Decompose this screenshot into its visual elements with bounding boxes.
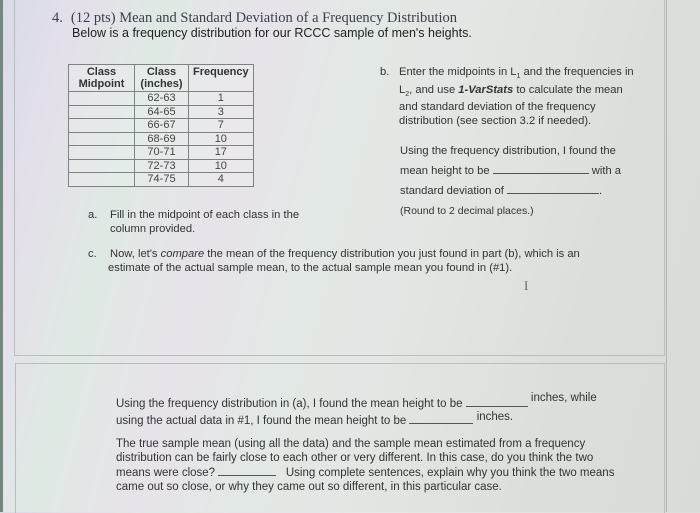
header-frequency: Frequency <box>189 65 254 92</box>
midpoint-cell[interactable] <box>69 159 135 173</box>
class-cell: 62-63 <box>135 92 189 106</box>
frequency-table <box>68 64 254 187</box>
compare-emphasis: compare <box>160 248 205 260</box>
table-row <box>69 146 254 160</box>
midpoint-cell[interactable] <box>69 92 135 106</box>
midpoint-cell[interactable] <box>69 146 135 160</box>
question-title-text: (12 pts) Mean and Standard Deviation of a Frequency Distribution <box>70 10 458 26</box>
part-b-answer-line-2: mean height to be with a <box>400 165 622 177</box>
header-class-inches: Class (inches) <box>135 65 189 92</box>
means-close-blank[interactable] <box>218 465 276 476</box>
mean-height-blank[interactable] <box>493 163 589 174</box>
table-row <box>69 92 254 106</box>
explanation-line-4: came out so close, or why they came out so different, in this particular case. <box>116 480 502 493</box>
midpoint-cell[interactable] <box>69 105 135 119</box>
class-cell: 66-67 <box>135 119 189 133</box>
explanation-prompt <box>116 438 636 494</box>
comparison-line-2: using the actual data in #1, I found the mean height to be inches. <box>116 411 514 427</box>
frequency-cell: 1 <box>189 92 254 106</box>
class-cell: 64-65 <box>135 105 189 119</box>
comparison-line-1: Using the frequency distribution in (a), I found the mean height to be inches, while <box>116 392 597 410</box>
actual-mean-blank[interactable] <box>409 413 473 424</box>
frequency-mean-blank[interactable] <box>466 396 528 407</box>
page-right-border <box>666 0 667 512</box>
table-row <box>69 119 254 133</box>
varstats-emphasis: 1-VarStats <box>458 83 514 96</box>
part-c-instructions: c. Now, let's compare the mean of the frequency distribution you just found in part (b), which is an estimate of the actual sample mean, to the actual sample mean you found in (#1). <box>88 248 580 274</box>
comparison-answer <box>116 392 616 430</box>
part-c-label: c. <box>88 248 97 260</box>
table-row <box>69 105 254 119</box>
class-cell: 68-69 <box>135 132 189 146</box>
part-b-instructions <box>380 66 640 128</box>
question-number: 4. <box>52 10 63 26</box>
table-row <box>69 159 254 173</box>
table-header-row <box>69 65 254 92</box>
part-b-answer-line-1: Using the frequency distribution, I found the <box>400 145 616 157</box>
class-cell: 74-75 <box>135 173 189 187</box>
header-class-midpoint: Class Midpoint <box>69 65 135 92</box>
standard-deviation-blank[interactable] <box>507 183 599 194</box>
part-b-answer <box>400 141 640 221</box>
question-title <box>52 10 457 27</box>
part-a-label: a. <box>88 209 98 221</box>
part-b-label: b. <box>380 66 390 78</box>
question-subtitle: Below is a frequency distribution for our RCCC sample of men's heights. <box>72 26 472 40</box>
midpoint-cell[interactable] <box>69 119 135 133</box>
frequency-cell: 7 <box>189 119 254 133</box>
part-b-answer-line-3: standard deviation of . <box>400 185 603 197</box>
explanation-line-2: distribution can be fairly close to each other or very different. In this case, do you think the two <box>116 451 594 464</box>
text-cursor-icon: I <box>524 278 529 293</box>
class-cell: 70-71 <box>135 146 189 160</box>
midpoint-cell[interactable] <box>69 173 135 187</box>
frequency-cell: 3 <box>189 105 254 119</box>
part-b-text: Enter the midpoints in $L_1$ and the frequencies in $L_2$, and use 1-VarStats to calculate the mean and standard deviation of the frequency distribution (see section 3.2 if needed). <box>399 66 634 127</box>
frequency-cell: 4 <box>189 173 254 187</box>
table-row <box>69 173 254 187</box>
table-row <box>69 132 254 146</box>
screen-left-edge <box>0 0 3 512</box>
explanation-line-3: means were close? Using complete sentences, explain why you think the two means <box>116 467 615 479</box>
part-a-instructions: a. Fill in the midpoint of each class in the column provided. <box>88 209 300 235</box>
round-note: (Round to 2 decimal places.) <box>400 205 534 217</box>
frequency-cell: 10 <box>189 159 254 173</box>
frequency-cell: 10 <box>189 132 254 146</box>
frequency-cell: 17 <box>189 146 254 160</box>
explanation-line-1: The true sample mean (using all the data) and the sample mean estimated from a frequency <box>116 438 586 450</box>
midpoint-cell[interactable] <box>69 132 135 146</box>
class-cell: 72-73 <box>135 159 189 173</box>
